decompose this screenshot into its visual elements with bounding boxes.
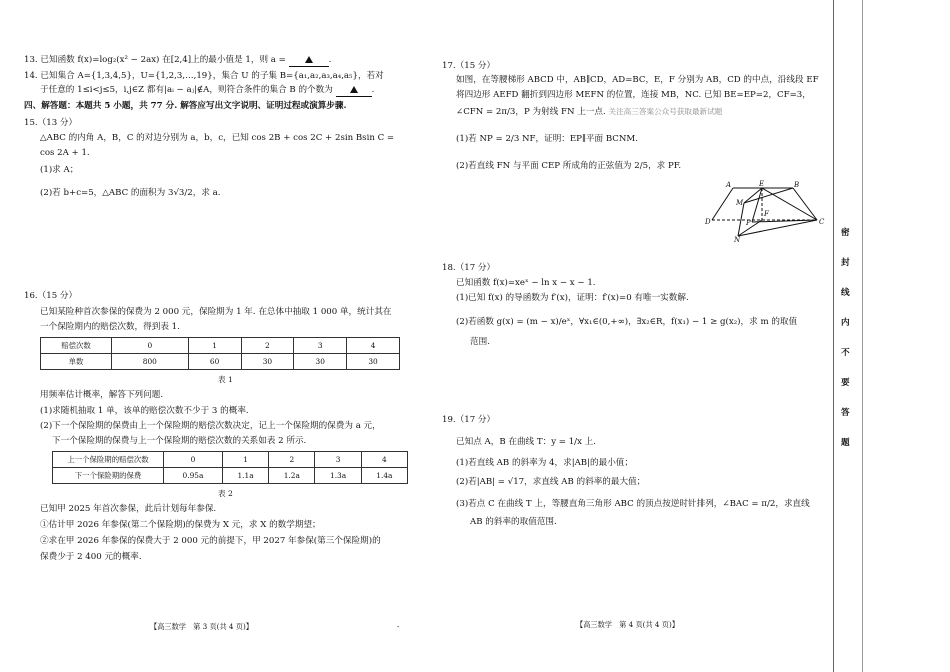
q16-part2-line2: 下一个保险期的保费与上一个保险期的赔偿次数的关系如表 2 所示.: [52, 436, 307, 446]
q13-answer-blank[interactable]: [289, 54, 329, 67]
q15-line1: △ABC 的内角 A，B，C 的对边分别为 a，b，c，已知 cos 2B + cos 2C + 2sin Bsin C =: [40, 133, 395, 143]
trapezoid-fold-figure: [700, 178, 830, 242]
section-4-heading: 四、解答题：本题共 5 小题，共 77 分. 解答应写出文字说明、证明过程或演算步骤.: [24, 101, 347, 111]
table-1-caption: 表 1: [218, 375, 233, 384]
figure-label-e: E: [759, 180, 765, 188]
figure-edge: [793, 188, 817, 220]
triangle-icon: [305, 56, 313, 63]
figure-label-a: A: [726, 181, 732, 189]
q13-stem: 13. 已知函数 f(x)=log₂(x² − 2ax) 在[2,4]上的最小值是 1，则 a =: [24, 55, 286, 65]
q19-part1: (1)若直线 AB 的斜率为 4，求|AB|的最小值；: [456, 458, 633, 468]
seal-char: 答: [841, 408, 850, 418]
binding-line-outer: [862, 0, 863, 672]
seal-char: 内: [841, 318, 850, 328]
triangle-icon: [350, 86, 358, 93]
q18-part1: (1)已知 f(x) 的导函数为 f′(x)，证明：f′(x)=0 有唯一实数解.: [456, 293, 689, 303]
seal-char: 封: [841, 258, 850, 268]
figure-label-f: F: [764, 210, 769, 218]
q19-heading: 19.（17 分）: [442, 415, 496, 425]
figure-edge: [762, 188, 817, 220]
q18-part2-line1: (2)若函数 g(x) = (m − x)/eˣ，∀x₁∈(0,+∞)，∃x₂∈R，f(x₁) − 1 ≥ g(x₂)，求 m 的取值: [456, 317, 798, 327]
q14-line1: 14. 已知集合 A={1,3,4,5}，U={1,2,3,…,19}，集合 U 的子集 B={a₁,a₂,a₃,a₄,a₅}，若对: [24, 71, 384, 81]
table-1: [40, 337, 400, 370]
table-row: 单数 800 60 30 30 30: [41, 354, 400, 370]
seal-char: 要: [841, 378, 850, 388]
table-2: [52, 451, 408, 484]
q16-sub2-line1: ②求在甲 2026 年参保的保费大于 2 000 元的前提下，甲 2027 年参保(第三个保险期)的: [40, 536, 381, 546]
table-2-caption: 表 2: [218, 489, 233, 498]
q14-answer-blank[interactable]: [336, 84, 372, 97]
figure-label-p: P: [746, 219, 751, 227]
binding-line: [833, 0, 834, 672]
q19-part2: (2)若|AB| = √17，求直线 AB 的斜率的最大值；: [456, 477, 646, 487]
dash-mark: -: [397, 622, 400, 631]
q16-line3: 用频率估计概率，解答下列问题.: [40, 390, 164, 400]
table-row: 赔偿次数 0 1 2 3 4: [41, 338, 400, 354]
q16-sub2-line2: 保费少于 2 400 元的概率.: [40, 552, 142, 562]
q17-part1: (1)若 NP = 2/3 NF，证明：EP∥平面 BCNM.: [456, 134, 638, 144]
q17-line3: ∠CFN = 2π/3，P 为射线 FN 上一点. 关注高三答案公众号获取最新试题: [456, 107, 723, 117]
seal-char: 不: [841, 348, 850, 358]
q15-part2: (2)若 b+c=5，△ABC 的面积为 3√3/2，求 a.: [40, 188, 221, 198]
q17-line2: 将四边形 AEFD 翻折到四边形 MEFN 的位置，连接 MB，NC. 已知 BE=EP=2，CF=3，: [456, 90, 811, 100]
figure-edge: [712, 188, 733, 220]
q16-line1: 已知某险种首次参保的保费为 2 000 元，保险期为 1 年. 在总体中抽取 1 000 单，统计其在: [40, 307, 392, 317]
q16-line4: 已知甲 2025 年首次参保，此后计划每年参保.: [40, 504, 217, 514]
q19-part3-line2: AB 的斜率的取值范围.: [470, 517, 557, 527]
table-row: 上一个保险期的赔偿次数 0 1 2 3 4: [53, 452, 408, 468]
table-row: 下一个保险期的保费 0.95a 1.1a 1.2a 1.3a 1.4a: [53, 468, 408, 484]
watermark-text: 关注高三答案公众号获取最新试题: [608, 107, 723, 116]
q16-part1: (1)求随机抽取 1 单，该单的赔偿次数不少于 3 的概率.: [40, 406, 249, 416]
q18-part2-line2: 范围.: [470, 337, 490, 347]
left-page-footer: 【高三数学 第 3 页(共 4 页)】: [150, 622, 253, 631]
q16-line2: 一个保险期内的赔偿次数，得到表 1.: [40, 322, 180, 332]
seal-char: 题: [841, 438, 850, 448]
figure-label-b: B: [794, 181, 800, 189]
q15-line2: cos 2A + 1.: [40, 148, 90, 158]
q17-part2: (2)若直线 FN 与平面 CEP 所成角的正弦值为 2/5，求 PF.: [456, 161, 682, 171]
figure-edge: [744, 188, 793, 203]
figure-label-c: C: [819, 218, 825, 226]
q19-part3-line1: (3)若点 C 在曲线 T 上，等腰直角三角形 ABC 的顶点按逆时针排列，∠BAC = π/2，求直线: [456, 499, 810, 509]
q16-heading: 16.（15 分）: [24, 291, 78, 301]
figure-edge: [752, 188, 762, 222]
q15-heading: 15.（13 分）: [24, 118, 78, 128]
figure-label-n: N: [734, 236, 741, 242]
q17-line1: 如图，在等腰梯形 ABCD 中，AB∥CD，AD=BC，E，F 分别为 AB，CD 的中点，沿线段 EF: [456, 75, 819, 85]
seal-char: 密: [841, 228, 850, 238]
q13-text: 13. 已知函数 f(x)=log₂(x² − 2ax) 在[2,4]上的最小值是 1，则 a = .: [24, 55, 332, 65]
q19-line1: 已知点 A，B 在曲线 T：y = 1/x 上.: [456, 437, 596, 447]
q14-line2: 于任意的 1≤i<j≤5，i,j∈Z 都有|aᵢ − aⱼ|∉A，则符合条件的集合 B 的个数为 .: [40, 85, 375, 95]
figure-label-d: D: [705, 218, 711, 226]
q17-heading: 17.（15 分）: [442, 61, 496, 71]
seal-char: 线: [841, 288, 850, 298]
q16-sub1: ①估计甲 2026 年参保(第二个保险期)的保费为 X 元，求 X 的数学期望；: [40, 520, 321, 530]
figure-label-m: M: [736, 199, 744, 207]
q16-part2-line1: (2)下一个保险期的保费由上一个保险期的赔偿次数决定，记上一个保险期的保费为 a 元，: [40, 421, 381, 431]
right-page-footer: 【高三数学 第 4 页(共 4 页)】: [576, 620, 679, 629]
q18-heading: 18.（17 分）: [442, 263, 496, 273]
q18-line1: 已知函数 f(x)=xeˣ − ln x − x − 1.: [456, 278, 596, 288]
q15-part1: (1)求 A；: [40, 165, 79, 175]
